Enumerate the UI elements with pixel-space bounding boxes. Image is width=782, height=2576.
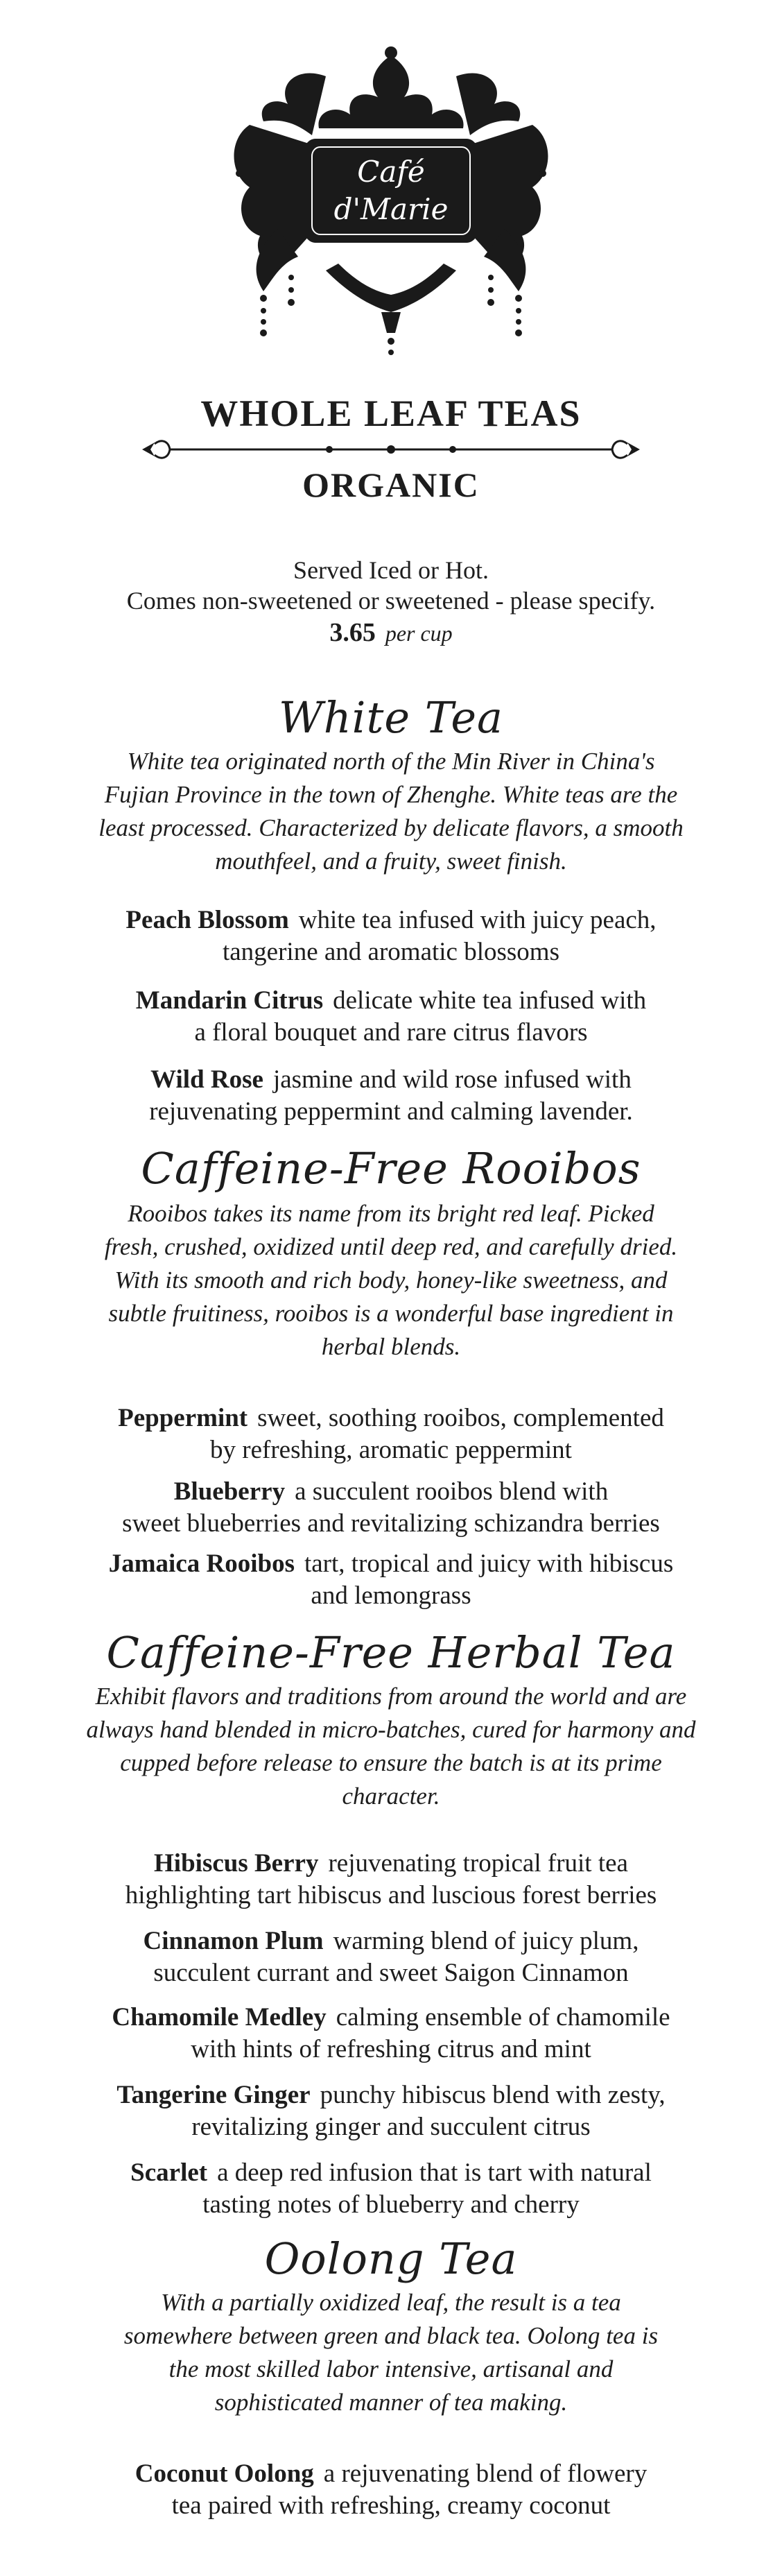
menu-item: Hibiscus Berry rejuvenating tropical fruit tea highlighting tart hibiscus and luscious forest berries	[125, 1849, 657, 1909]
section-description: Exhibit flavors and traditions from around the world and are always hand blended in micro-batches, cured for harmony and cupped before release to ensure the batch is at its prime character.	[86, 1683, 696, 1810]
cafe-logo	[0, 0, 782, 409]
section-heading-herbal-tea: Caffeine-Free Herbal Tea	[106, 1627, 676, 1678]
menu-item: Blueberry a succulent rooibos blend with sweet blueberries and revitalizing schizandra berries	[122, 1477, 660, 1538]
item-name: Blueberry	[173, 1477, 286, 1506]
price-unit: per cup	[385, 621, 453, 646]
section-heading-oolong-tea: Oolong Tea	[264, 2233, 518, 2284]
item-name: Cinnamon Plum	[143, 1927, 324, 1955]
brand-line2: d'Marie	[333, 192, 449, 226]
item-name: Peach Blossom	[125, 906, 289, 934]
section-description: Rooibos takes its name from its bright red leaf. Picked fresh, crushed, oxidized until deep red, and carefully dried. With its smooth and rich body, honey-like sweetness, and subtle fruitiness, rooibos is a wonderful base ingredient in herbal blends.	[104, 1200, 678, 1360]
menu-item: Scarlet a deep red infusion that is tart with natural tasting notes of blueberry and cherry	[130, 2158, 652, 2219]
item-name: Tangerine Ginger	[116, 2081, 311, 2109]
price-line	[0, 617, 782, 648]
intro-line-2: Comes non-sweetened or sweetened - please specify.	[126, 587, 656, 615]
menu-item: Jamaica Rooibos tart, tropical and juicy with hibiscus and lemongrass	[108, 1549, 674, 1610]
menu-item: Tangerine Ginger punchy hibiscus blend with zesty, revitalizing ginger and succulent citrus	[116, 2081, 666, 2141]
intro-line-1: Served Iced or Hot.	[293, 556, 489, 584]
menu-item: Coconut Oolong a rejuvenating blend of flowery tea paired with refreshing, creamy coconut	[134, 2459, 648, 2520]
section-description: With a partially oxidized leaf, the result is a tea somewhere between green and black tea. Oolong tea is the most skilled labor intensive, artisanal and sophisticated manner of tea making.	[123, 2289, 659, 2416]
menu-item: Peppermint sweet, soothing rooibos, complemented by refreshing, aromatic peppermint	[118, 1404, 664, 1464]
section-heading-rooibos: Caffeine-Free Rooibos	[141, 1143, 641, 1194]
section-description: White tea originated north of the Min River in China's Fujian Province in the town of Zhenghe. White teas are the least processed. Characterized by delicate flavors, a smooth mouthfeel, and a fruity, sweet finish.	[98, 748, 684, 875]
menu-item: Chamomile Medley calming ensemble of chamomile with hints of refreshing citrus and mint	[112, 2003, 670, 2063]
menu-item: Wild Rose jasmine and wild rose infused with rejuvenating peppermint and calming lavender.	[149, 1065, 633, 1126]
section-heading-white-tea: White Tea	[279, 692, 503, 743]
menu-item: Cinnamon Plum warming blend of juicy plum, succulent currant and sweet Saigon Cinnamon	[143, 1927, 639, 1987]
item-name: Jamaica Rooibos	[108, 1549, 295, 1578]
item-name: Mandarin Citrus	[135, 986, 324, 1015]
item-name: Wild Rose	[150, 1065, 263, 1094]
menu-title: WHOLE LEAF TEAS	[200, 393, 582, 434]
item-name: Hibiscus Berry	[154, 1849, 319, 1878]
brand-line1: Café	[357, 155, 425, 189]
ornamental-divider	[142, 436, 640, 463]
item-name: Coconut Oolong	[134, 2459, 314, 2488]
menu-item: Mandarin Citrus delicate white tea infused with a floral bouquet and rare citrus flavors	[135, 986, 647, 1047]
price-value: 3.65	[329, 618, 376, 647]
item-name: Peppermint	[118, 1404, 248, 1432]
item-name: Chamomile Medley	[112, 2003, 327, 2032]
menu-subtitle: ORGANIC	[302, 465, 480, 504]
item-name: Scarlet	[130, 2158, 208, 2187]
menu-item: Peach Blossom white tea infused with juicy peach, tangerine and aromatic blossoms	[125, 906, 657, 966]
